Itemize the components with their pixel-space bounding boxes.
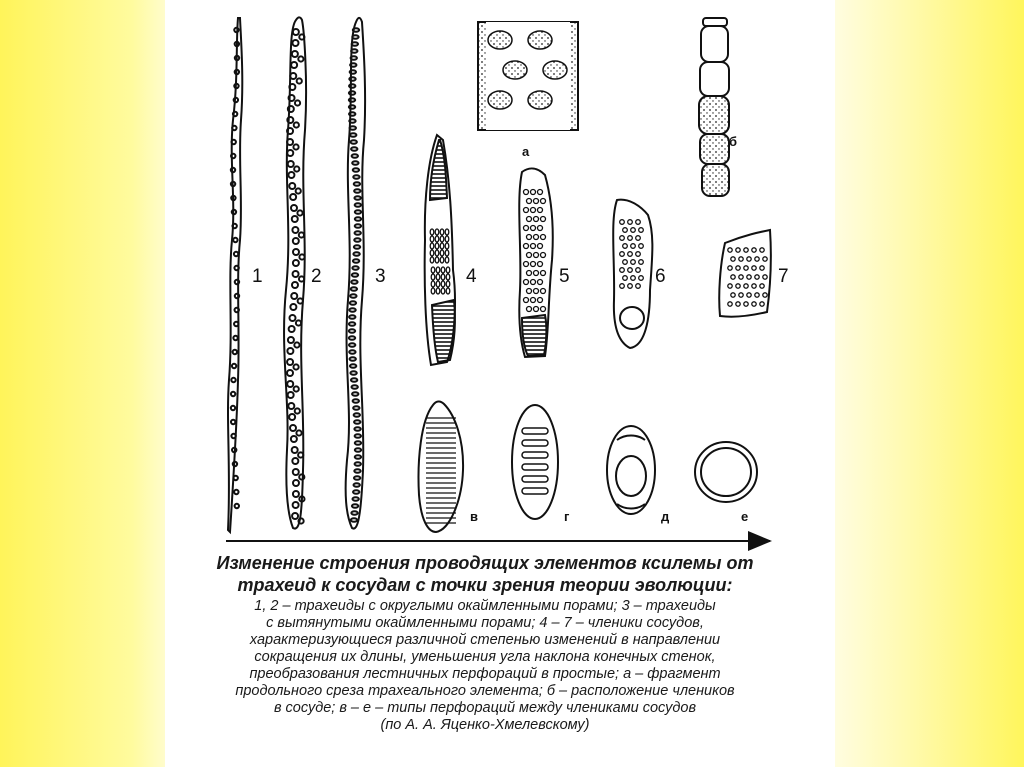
pit [353,483,359,487]
pit [350,133,356,137]
pit [349,84,355,88]
pit-border [528,31,552,49]
pit [352,35,358,39]
pit [351,56,357,60]
label-7: 7 [778,266,789,287]
label-4: 4 [466,266,477,287]
pit [349,98,355,102]
pit [233,350,237,354]
pit [349,91,355,95]
pit [352,392,358,396]
vessel-chain-b [699,18,729,196]
pit [296,320,301,325]
pit [354,196,360,200]
pit [290,425,296,431]
label-d: д [661,509,670,524]
figure-caption [175,552,795,734]
pit [288,403,294,409]
pit [293,238,299,244]
pit [290,194,296,200]
pit [298,452,303,457]
pit [351,147,357,151]
pit [231,378,235,382]
pit [293,364,298,369]
pit [355,462,361,466]
pit [231,392,235,396]
pit-border [503,61,527,79]
pit [233,336,237,340]
pit [349,343,355,347]
pit [349,322,355,326]
pit [293,480,299,486]
pit [349,112,355,116]
pit [293,502,299,508]
pit [353,406,359,410]
pit [298,56,303,61]
caption-title: Изменение строения проводящих элементов ксилемы от трахеид к сосудам с точки зрения теории эволюции: [216,553,754,595]
pit [232,140,236,144]
pit [349,350,355,354]
pit [349,315,355,319]
pit [291,62,297,68]
pit [234,490,238,494]
pit [354,238,360,242]
pit [232,126,236,130]
caption-body: 1, 2 – трахеиды с округлыми окаймленными порами; 3 – трахеиды с вытянутыми окаймленными порами; 4 – 7 – членики сосудов, характеризующиеся различной степенью изменений в направлении сокращения их длины, уменьшения угла наклона конечных стенок, преобразования лестничных перфораций в простые; а – фрагмент продольного среза трахеального элемента; б – расположение члеников в сосуде; в – е – типы перфораций между члениками сосудов (по А. А. Яценко-Хмелевскому) [235,598,735,733]
pit [288,161,294,167]
pit [354,182,360,186]
tracheid-3 [346,18,365,529]
pit [349,105,355,109]
pit [351,287,357,291]
tracheid-3-pits [349,28,361,522]
pit-border [488,31,512,49]
pit [350,294,356,298]
pit [292,227,298,233]
pit [355,224,361,228]
pit [293,249,299,255]
pit [234,252,238,256]
pit [235,504,239,508]
perforation-v [419,401,464,532]
pit [293,29,299,35]
pit [292,513,298,519]
pit [294,122,299,127]
pit [349,329,355,333]
vessel-member-6 [613,200,652,348]
pit [287,128,293,134]
pit [299,254,304,259]
pit-border [543,61,567,79]
pit [293,260,299,266]
label-2: 2 [311,266,322,287]
pit [354,427,360,431]
pit [298,298,303,303]
pit [288,337,294,343]
pit [351,385,357,389]
pit [299,232,304,237]
pit [355,217,361,221]
perforation-d [607,426,655,514]
pit [293,144,298,149]
pit [355,455,361,459]
pit [353,28,359,32]
pit [290,304,296,310]
pit [350,63,356,67]
pit [292,216,298,222]
pit [292,51,298,57]
pit [354,189,360,193]
pit [288,392,294,398]
pit [355,231,361,235]
pit [287,370,293,376]
pit [293,469,299,475]
pit-border [488,91,512,109]
pit [294,342,299,347]
pit [232,224,236,228]
vessel-member-7 [719,230,771,317]
pit [287,139,293,145]
pit [287,359,293,365]
label-b: б [729,134,738,149]
pit [234,266,238,270]
pit [353,175,359,179]
pit [294,386,299,391]
pit [350,126,356,130]
vessel-member-5 [519,168,553,357]
label-6: 6 [655,266,666,287]
pit [232,364,236,368]
pit [352,154,358,158]
pit [290,73,296,79]
pit [231,154,235,158]
pit [295,100,300,105]
pit [351,511,357,515]
vessel-member-4 [425,135,455,365]
pit [351,378,357,382]
pit [349,336,355,340]
pit [234,322,238,326]
pit [233,112,237,116]
pit [293,271,299,277]
label-v: в [470,509,478,524]
pit [291,293,297,299]
pit [288,172,294,178]
pit [299,276,304,281]
pit [350,301,356,305]
label-5: 5 [559,266,570,287]
pit [352,42,358,46]
label-3: 3 [375,266,386,287]
pit [292,40,298,46]
section-fragment-a [478,22,578,130]
pit [293,491,299,497]
pit [235,308,239,312]
pit [354,245,360,249]
pit [291,436,297,442]
pit-border [528,91,552,109]
pit [235,294,239,298]
pit [355,448,361,452]
pit [231,406,235,410]
tracheid-2 [284,17,306,528]
pit [231,434,235,438]
pit [292,282,298,288]
pit [350,357,356,361]
pit [352,266,358,270]
pit [289,414,295,420]
pit [351,518,357,522]
label-1: 1 [252,266,263,287]
pit [351,280,357,284]
pit [288,106,294,112]
pit [354,469,360,473]
pit [353,168,359,172]
pit [233,476,237,480]
pit [351,49,357,53]
pit [355,210,361,214]
pit [287,150,293,156]
pit [289,84,295,90]
pit [289,315,295,321]
pit [350,371,356,375]
perforation-g [512,405,558,519]
pit [352,497,358,501]
pit [349,308,355,312]
pit [287,117,293,123]
pit [351,140,357,144]
pit [350,364,356,368]
pit [287,381,293,387]
pit [353,399,359,403]
pit [235,280,239,284]
pit [355,441,361,445]
pit [297,78,302,83]
pit [296,188,301,193]
pit [289,183,295,189]
pit [352,161,358,165]
pit [353,259,359,263]
label-e: е [741,509,749,524]
pit [289,326,295,332]
pit [233,238,237,242]
pit [294,166,299,171]
pit [353,252,359,256]
pit [297,210,302,215]
pit [299,34,304,39]
pit [355,203,361,207]
label-g: г [564,509,570,524]
pit [354,420,360,424]
tracheid-1 [228,18,242,532]
pit [299,474,304,479]
pit [354,476,360,480]
pit [287,348,293,354]
pit [349,119,355,123]
pit [298,518,303,523]
pit [349,77,355,81]
pit [231,420,235,424]
pit [296,430,301,435]
pit [291,205,297,211]
perforation-e [695,442,757,502]
pit [289,95,295,101]
pit [292,458,298,464]
pit [353,490,359,494]
pit [352,273,358,277]
pit [350,70,356,74]
label-a: а [522,144,530,159]
pit [295,408,300,413]
pit [354,413,360,417]
pit [352,504,358,508]
pit [355,434,361,438]
pit [292,447,298,453]
